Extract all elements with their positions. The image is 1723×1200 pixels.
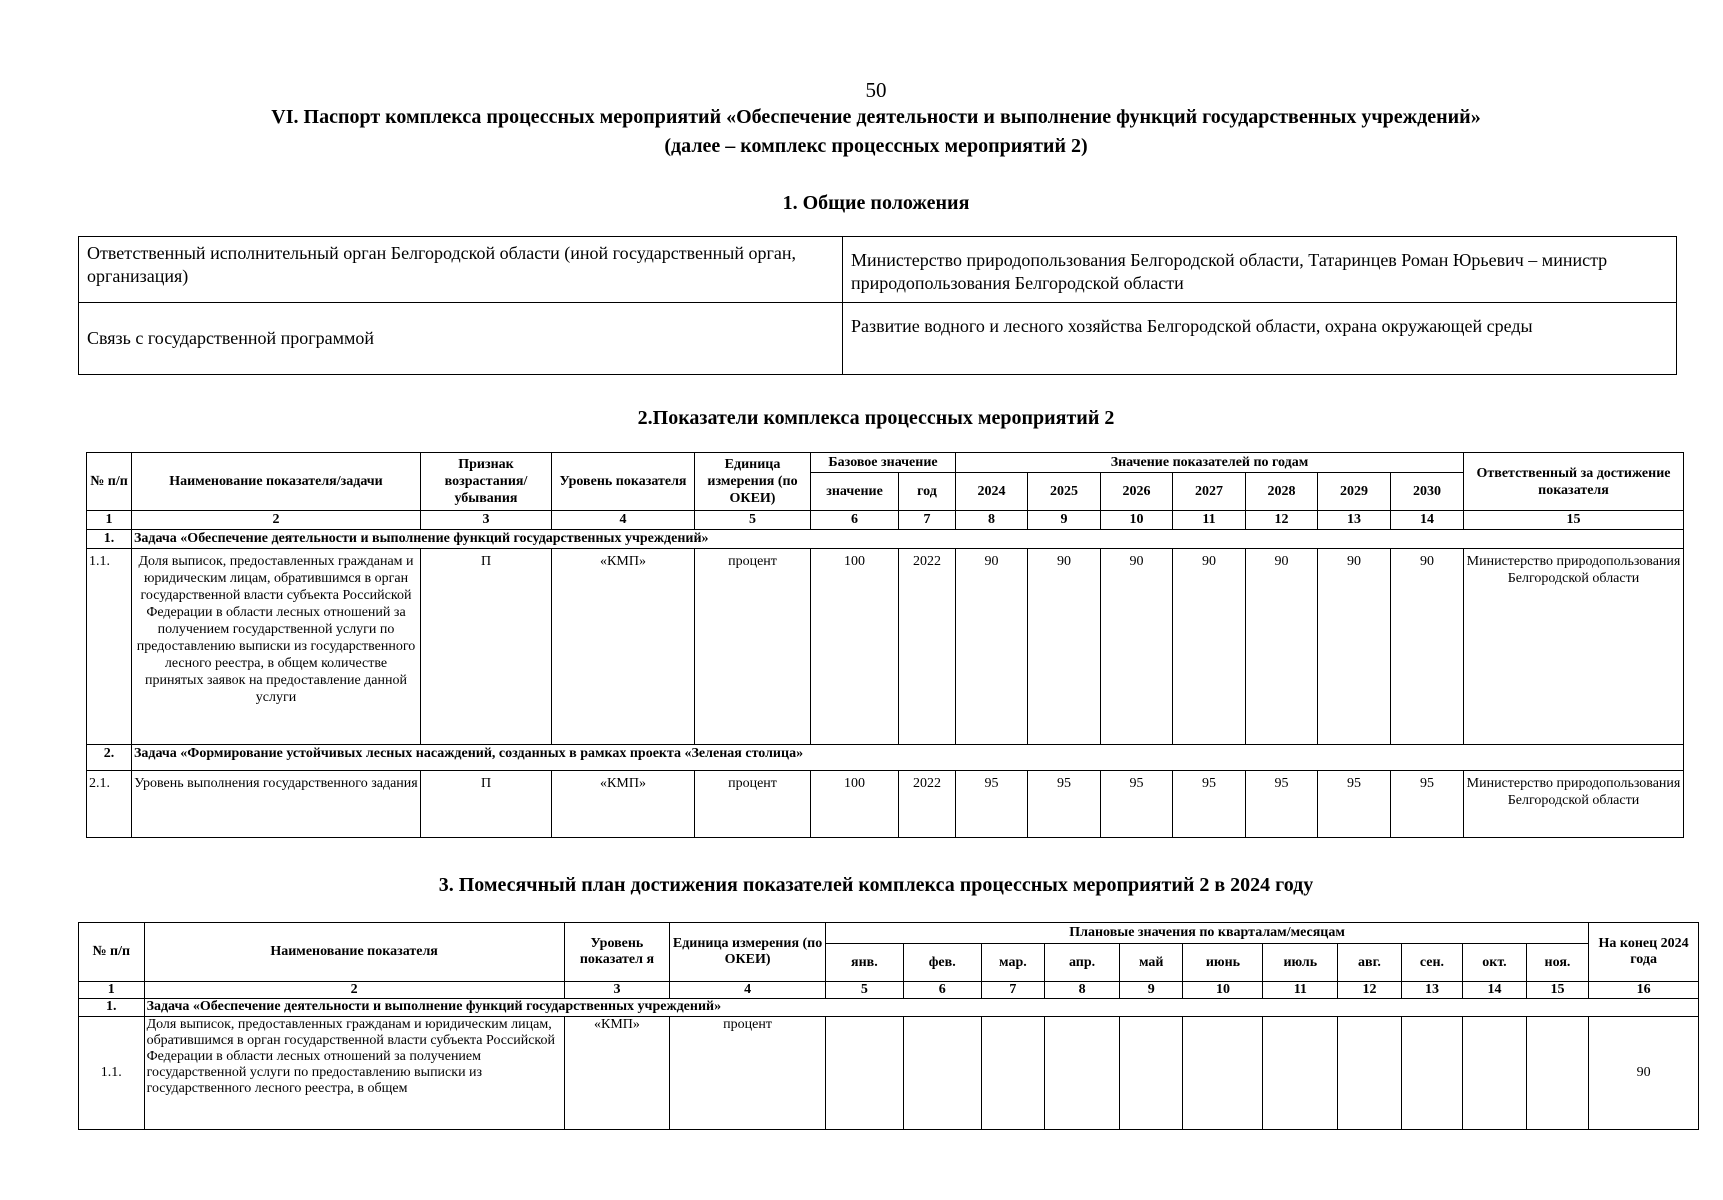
responsible: Министерство природопользования Белгородской области: [1464, 771, 1684, 838]
end-of-year-value: 90: [1589, 1017, 1699, 1130]
col-number: 5: [825, 982, 903, 999]
year-value: 90: [1318, 549, 1391, 745]
indicator-level: «КМП»: [552, 549, 695, 745]
col-number: 12: [1338, 982, 1402, 999]
header-year: 2030: [1391, 473, 1464, 511]
header-base-value: значение: [811, 473, 899, 511]
month-value: [1463, 1017, 1527, 1130]
row-number: 1.1.: [79, 1017, 145, 1130]
header-year: 2024: [956, 473, 1028, 511]
header-year: 2028: [1246, 473, 1318, 511]
col-number: 3: [564, 982, 670, 999]
col-number: 15: [1526, 982, 1589, 999]
indicator-sign: П: [421, 549, 552, 745]
section2-heading: 2.Показатели комплекса процессных мероприятий 2: [637, 407, 1115, 429]
table-row: [79, 303, 1677, 375]
col-number: 7: [981, 982, 1045, 999]
table-row: [87, 771, 1684, 838]
header-month: окт.: [1463, 944, 1527, 982]
year-value: 95: [1173, 771, 1246, 838]
col-number: 11: [1173, 511, 1246, 530]
task-title: Задача «Обеспечение деятельности и выполнение функций государственных учреждений»: [144, 999, 1698, 1017]
year-value: 90: [1173, 549, 1246, 745]
header-year: 2029: [1318, 473, 1391, 511]
header-level: Уровень показателя: [552, 453, 695, 511]
header-year: 2025: [1028, 473, 1101, 511]
document-subtitle: (далее – комплекс процессных мероприятий 2): [664, 135, 1088, 157]
col-number: 16: [1589, 982, 1699, 999]
col-number: 1: [79, 982, 145, 999]
year-value: 90: [1028, 549, 1101, 745]
indicator-name: Уровень выполнения государственного задания: [132, 771, 421, 838]
row-number: 1.1.: [87, 549, 132, 745]
header-year: 2026: [1101, 473, 1173, 511]
col-number: 4: [552, 511, 695, 530]
header-num: № п/п: [79, 923, 145, 982]
col-number: 7: [899, 511, 956, 530]
header-name: Наименование показателя/задачи: [132, 453, 421, 511]
header-month: мар.: [981, 944, 1045, 982]
header-month: июнь: [1183, 944, 1263, 982]
header-by-years: Значение показателей по годам: [956, 453, 1464, 473]
page-number: 50: [865, 78, 887, 102]
header-unit: Единица измерения (по ОКЕИ): [670, 923, 826, 982]
month-value: [1263, 1017, 1338, 1130]
month-value: [825, 1017, 903, 1130]
month-value: [1045, 1017, 1120, 1130]
header-month: фев.: [903, 944, 981, 982]
header-base: Базовое значение: [811, 453, 956, 473]
col-number: 1: [87, 511, 132, 530]
header-unit: Единица измерения (по ОКЕИ): [695, 453, 811, 511]
col-number: 10: [1183, 982, 1263, 999]
col-number: 6: [811, 511, 899, 530]
indicators-table: [86, 452, 1684, 838]
header-row: [79, 923, 1699, 944]
col-number: 2: [132, 511, 421, 530]
document-title: VI. Паспорт комплекса процессных мероприятий «Обеспечение деятельности и выполнение функций государственных учреждений»: [271, 106, 1481, 128]
header-month: апр.: [1045, 944, 1120, 982]
col-number: 8: [956, 511, 1028, 530]
monthly-plan-table: [78, 922, 1699, 1130]
indicator-unit: процент: [695, 771, 811, 838]
indicator-level: «КМП»: [564, 1017, 670, 1130]
row-label: Ответственный исполнительный орган Белгородской области (иной государственный орган, организация): [79, 237, 843, 303]
indicator-name: Доля выписок, предоставленных гражданам и юридическим лицам, обратившимся в орган государственной власти субъекта Российской Федерации в области лесных отношений за получением государственной услуги по предоставлению выписки из государственного лесного реестра, в общем: [144, 1017, 564, 1130]
task-row: [79, 999, 1699, 1017]
header-num: № п/п: [87, 453, 132, 511]
row-label: Связь с государственной программой: [79, 303, 843, 375]
year-value: 95: [1101, 771, 1173, 838]
indicator-unit: процент: [670, 1017, 826, 1130]
month-value: [1526, 1017, 1589, 1130]
month-value: [1401, 1017, 1462, 1130]
header-row: [87, 453, 1684, 473]
indicator-level: «КМП»: [552, 771, 695, 838]
task-number: 1.: [79, 999, 145, 1017]
col-number: 12: [1246, 511, 1318, 530]
responsible: Министерство природопользования Белгородской области: [1464, 549, 1684, 745]
header-responsible: Ответственный за достижение показателя: [1464, 453, 1684, 511]
col-number: 14: [1463, 982, 1527, 999]
base-value: 100: [811, 771, 899, 838]
indicator-unit: процент: [695, 549, 811, 745]
base-value: 100: [811, 549, 899, 745]
header-name: Наименование показателя: [144, 923, 564, 982]
col-number: 9: [1119, 982, 1183, 999]
col-number: 8: [1045, 982, 1120, 999]
task-row: [87, 745, 1684, 771]
col-number: 9: [1028, 511, 1101, 530]
year-value: 95: [1391, 771, 1464, 838]
task-title: Задача «Обеспечение деятельности и выполнение функций государственных учреждений»: [132, 530, 1684, 549]
base-year: 2022: [899, 549, 956, 745]
year-value: 95: [1246, 771, 1318, 838]
col-number: 4: [670, 982, 826, 999]
year-value: 95: [1028, 771, 1101, 838]
header-month: авг.: [1338, 944, 1402, 982]
section3-heading: 3. Помесячный план достижения показателей комплекса процессных мероприятий 2 в 2024 году: [438, 874, 1314, 896]
col-number: 13: [1401, 982, 1462, 999]
header-year: 2027: [1173, 473, 1246, 511]
header-month: июль: [1263, 944, 1338, 982]
header-planned: Плановые значения по кварталам/месяцам: [825, 923, 1588, 944]
month-value: [1183, 1017, 1263, 1130]
col-number: 11: [1263, 982, 1338, 999]
year-value: 90: [1101, 549, 1173, 745]
month-value: [981, 1017, 1045, 1130]
indicator-sign: П: [421, 771, 552, 838]
general-provisions-table: [78, 236, 1677, 375]
indicator-name: Доля выписок, предоставленных гражданам и юридическим лицам, обратившимся в орган государственной власти субъекта Российской Федерации в области лесных отношений за получением государственной услуги по предоставлению выписки из государственного лесного реестра, в общем количестве принятых заявок на предоставление данной услуги: [132, 549, 421, 745]
col-number: 6: [903, 982, 981, 999]
year-value: 90: [956, 549, 1028, 745]
header-sign: Признак возрастания/ убывания: [421, 453, 552, 511]
table-row: [79, 1017, 1699, 1130]
row-value: Министерство природопользования Белгородской области, Татаринцев Роман Юрьевич – министр природопользования Белгородской области: [843, 237, 1677, 303]
row-value: Развитие водного и лесного хозяйства Белгородской области, охрана окружающей среды: [843, 303, 1677, 375]
table-row: [79, 237, 1677, 303]
col-number: 2: [144, 982, 564, 999]
task-title: Задача «Формирование устойчивых лесных насаждений, созданных в рамках проекта «Зеленая столица»: [132, 745, 1684, 771]
col-number: 5: [695, 511, 811, 530]
header-month: янв.: [825, 944, 903, 982]
task-row: [87, 530, 1684, 549]
col-number: 14: [1391, 511, 1464, 530]
year-value: 95: [1318, 771, 1391, 838]
col-number: 13: [1318, 511, 1391, 530]
table-row: [87, 549, 1684, 745]
task-number: 1.: [87, 530, 132, 549]
col-number: 10: [1101, 511, 1173, 530]
year-value: 90: [1391, 549, 1464, 745]
section1-heading: 1. Общие положения: [782, 192, 970, 214]
header-end: На конец 2024 года: [1589, 923, 1699, 982]
column-numbers-row: [87, 511, 1684, 530]
row-number: 2.1.: [87, 771, 132, 838]
year-value: 90: [1246, 549, 1318, 745]
month-value: [903, 1017, 981, 1130]
month-value: [1119, 1017, 1183, 1130]
column-numbers-row: [79, 982, 1699, 999]
header-month: май: [1119, 944, 1183, 982]
month-value: [1338, 1017, 1402, 1130]
col-number: 3: [421, 511, 552, 530]
header-base-year: год: [899, 473, 956, 511]
task-number: 2.: [87, 745, 132, 771]
header-month: сен.: [1401, 944, 1462, 982]
col-number: 15: [1464, 511, 1684, 530]
header-level: Уровень показател я: [564, 923, 670, 982]
header-month: ноя.: [1526, 944, 1589, 982]
year-value: 95: [956, 771, 1028, 838]
base-year: 2022: [899, 771, 956, 838]
